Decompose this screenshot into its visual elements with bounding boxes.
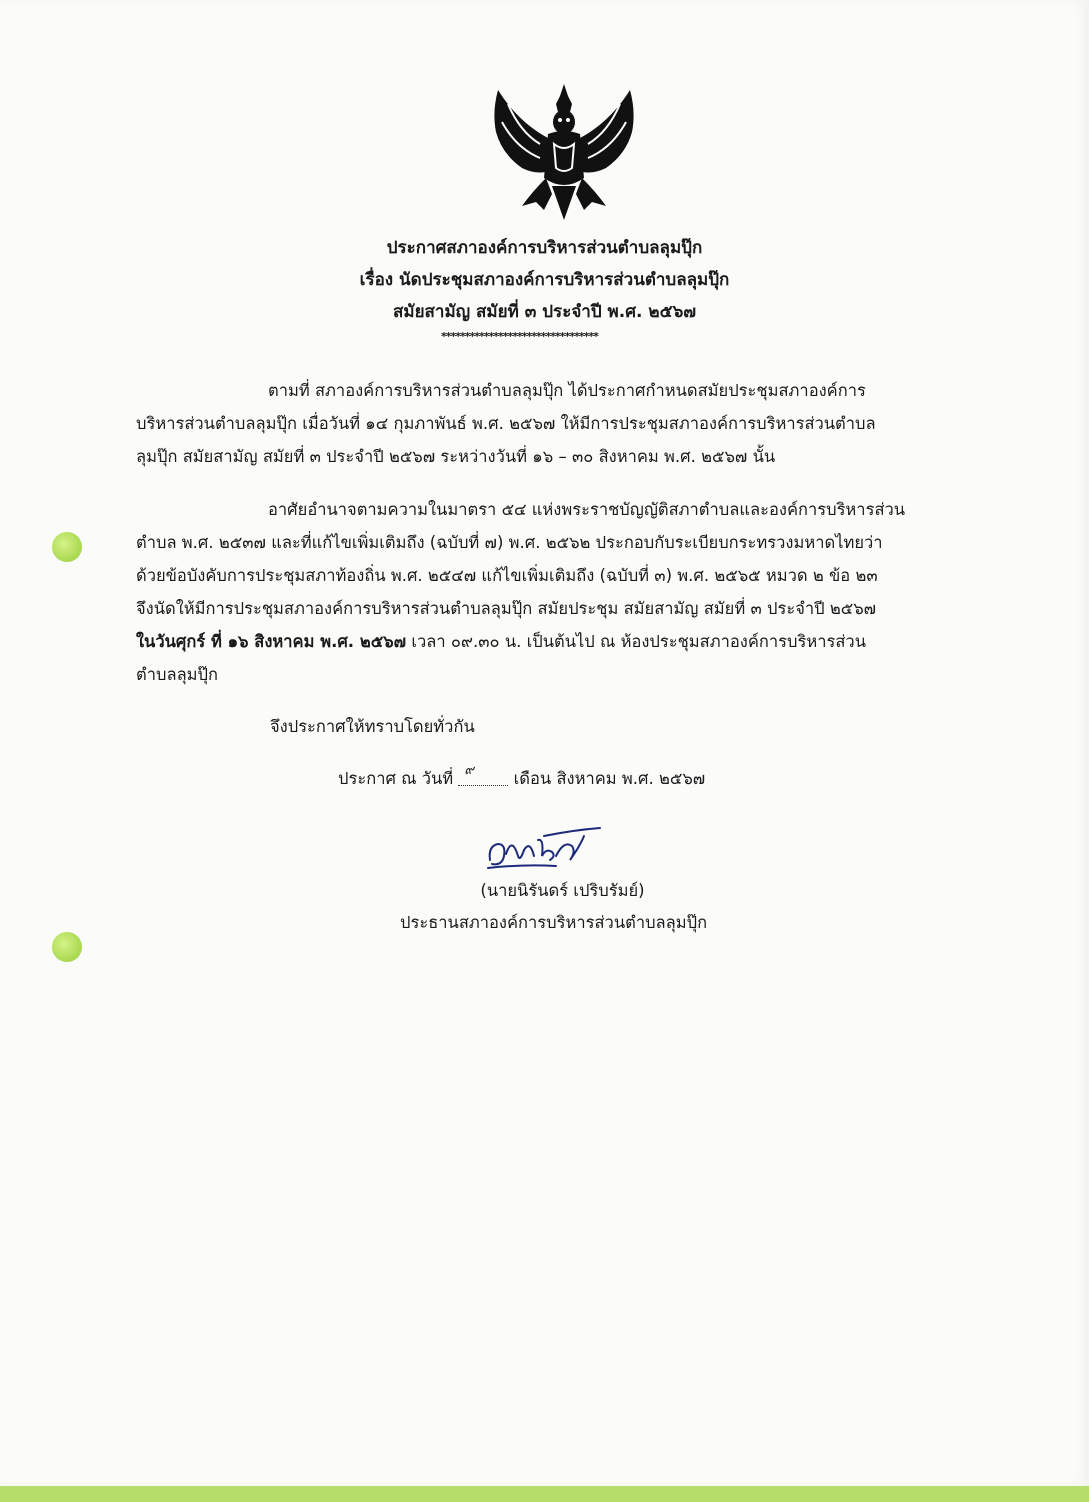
para1-line1 bbox=[268, 378, 980, 404]
para2-line1: อาศัยอำนาจตามความในมาตรา ๕๔ แห่งพระราชบัญญัติสภาตำบลและองค์การบริหารส่วน bbox=[268, 500, 906, 519]
para2-line3: ด้วยข้อบังคับการประชุมสภาท้องถิ่น พ.ศ. ๒๕๔๗ แก้ไขเพิ่มเติมถึง (ฉบับที่ ๓) พ.ศ. ๒๕๖๕ หมวด ๒ ข้อ ๒๓ bbox=[136, 566, 878, 585]
dateline-suffix: เดือน สิงหาคม พ.ศ. ๒๕๖๗ bbox=[513, 769, 706, 788]
para1-line2: บริหารส่วนตำบลลุมปุ๊ก เมื่อวันที่ ๑๔ กุมภาพันธ์ พ.ศ. ๒๕๖๗ ให้มีการประชุมสภาองค์การบริหารส่วนตำบล bbox=[136, 414, 876, 433]
para2-line5 bbox=[136, 629, 992, 655]
handwritten-signature bbox=[484, 826, 604, 874]
para1-line3: ลุมปุ๊ก สมัยสามัญ สมัยที่ ๓ ประจำปี ๒๕๖๗ ระหว่างวันที่ ๑๖ – ๓๐ สิงหาคม พ.ศ. ๒๕๖๗ นั้น bbox=[136, 447, 776, 466]
dateline-prefix: ประกาศ ณ วันที่ bbox=[338, 769, 454, 788]
garuda-emblem-icon bbox=[488, 82, 640, 222]
dateline-day-handwritten: ๙ bbox=[464, 763, 474, 778]
dateline-day-field bbox=[458, 763, 508, 786]
signatory-position: ประธานสภาองค์การบริหารส่วนตำบลลุมปุ๊ก bbox=[400, 913, 708, 932]
punch-hole-top bbox=[52, 532, 82, 562]
header-divider: ********************************* bbox=[441, 330, 598, 343]
para2-line2: ตำบล พ.ศ. ๒๕๓๗ และที่แก้ไขเพิ่มเติมถึง (ฉบับที่ ๗) พ.ศ. ๒๕๖๒ ประกอบกับระเบียบกระทรวงมหาดไทยว่า bbox=[136, 533, 883, 552]
header-line-1: ประกาศสภาองค์การบริหารส่วนตำบลลุมปุ๊ก bbox=[386, 238, 703, 258]
para1-line1-text: ตามที่ สภาองค์การบริหารส่วนตำบลลุมปุ๊ก ได้ประกาศกำหนดสมัยประชุมสภาองค์การ bbox=[268, 381, 866, 400]
signatory-name-wrap bbox=[0, 878, 1089, 904]
signatory-name: (นายนิรันดร์ เปริบรัมย์) bbox=[480, 881, 645, 900]
para2-line4: จึงนัดให้มีการประชุมสภาองค์การบริหารส่วนตำบลลุมปุ๊ก สมัยประชุม สมัยสามัญ สมัยที่ ๓ ประจำปี ๒๕๖๗ bbox=[136, 599, 877, 618]
punch-hole-bottom bbox=[52, 932, 82, 962]
para2-line6: ตำบลลุมปุ๊ก bbox=[136, 665, 219, 684]
page-bottom-edge bbox=[0, 1486, 1089, 1502]
meeting-time-rest: เวลา ๐๙.๓๐ น. เป็นต้นไป ณ ห้องประชุมสภาองค์การบริหารส่วน bbox=[406, 632, 866, 651]
dateline bbox=[338, 763, 706, 792]
header-line-3: สมัยสามัญ สมัยที่ ๓ ประจำปี พ.ศ. ๒๕๖๗ bbox=[392, 302, 697, 322]
header-line-2: เรื่อง นัดประชุมสภาองค์การบริหารส่วนตำบลลุมปุ๊ก bbox=[359, 270, 730, 290]
meeting-date-bold: ในวันศุกร์ ที่ ๑๖ สิงหาคม พ.ศ. ๒๕๖๗ bbox=[136, 632, 407, 651]
closing-statement: จึงประกาศให้ทราบโดยทั่วกัน bbox=[270, 717, 475, 736]
